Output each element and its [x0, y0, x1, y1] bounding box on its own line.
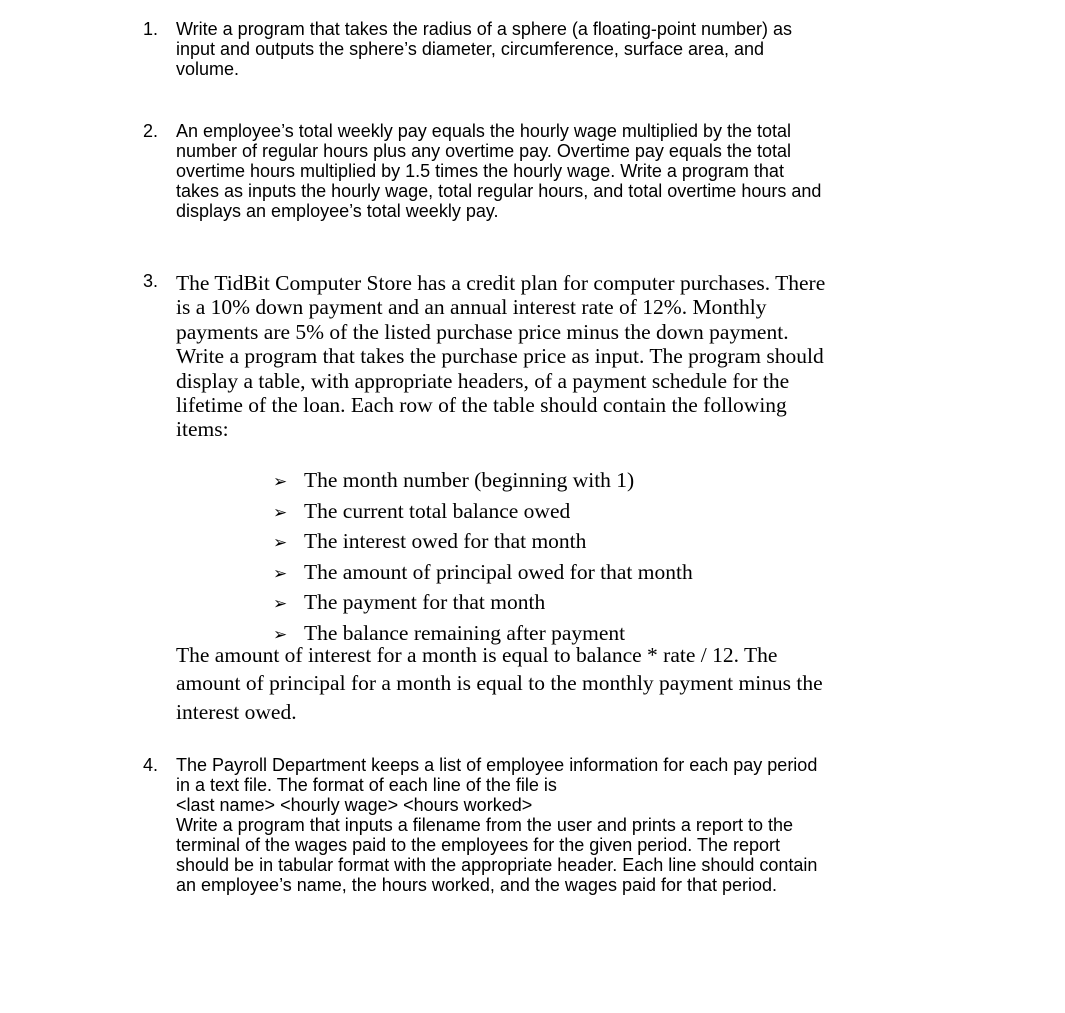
- problem-text: An employee’s total weekly pay equals the hourly wage multiplied by the total number of regular hours plus any overtime pay. Overtime pay equals the total overtime hours multiplied by 1.5 times the hourly wage. Write a program that takes as inputs the hourly wage, total regular hours, and total overtime hours and displays an employee’s total weekly pay.: [176, 121, 822, 221]
- problem-followup-text: The amount of interest for a month is equal to balance * rate / 12. The amount of principal for a month is equal to the monthly payment minus the interest owed.: [176, 643, 823, 724]
- arrow-bullet-icon: ➢: [273, 472, 288, 492]
- list-item: [273, 558, 693, 589]
- list-item: [273, 588, 693, 619]
- problem-number: 4.: [143, 755, 159, 775]
- arrow-bullet-icon: ➢: [273, 533, 288, 554]
- list-item: [273, 466, 693, 497]
- arrow-bullet-icon: ➢: [273, 563, 288, 584]
- list-item-text: The current total balance owed: [304, 498, 571, 523]
- bullet-list: [273, 466, 693, 650]
- list-item-text: The amount of principal owed for that month: [304, 559, 693, 584]
- list-item-text: The payment for that month: [304, 590, 546, 615]
- list-item: [273, 497, 693, 528]
- problem-text: The TidBit Computer Store has a credit plan for computer purchases. There is a 10% down payment and an annual interest rate of 12%. Monthly payments are 5% of the listed purchase price minus the down payment. Write a program that takes the purchase price as input. The program should display a table, with appropriate headers, of a payment schedule for the lifetime of the loan. Each row of the table should contain the following items:: [176, 271, 826, 442]
- list-item-text: The balance remaining after payment: [304, 620, 626, 645]
- list-item: [273, 527, 693, 558]
- list-item-text: The interest owed for that month: [304, 529, 587, 554]
- arrow-bullet-icon: ➢: [273, 502, 288, 523]
- problem-text: The Payroll Department keeps a list of employee information for each pay period in a text file. The format of each line of the file is <last name> <hourly wage> <hours worked> Write a program that inputs a filename from the user and prints a report to the terminal of the wages paid to the employees for the given period. The report should be in tabular format with the appropriate header. Each line should contain an employee’s name, the hours worked, and the wages paid for that period.: [176, 755, 818, 895]
- problem-number: 2.: [143, 121, 159, 141]
- problem-number: 3.: [143, 271, 159, 291]
- list-item-text: The month number (beginning with 1): [304, 468, 635, 492]
- problem-text: Write a program that takes the radius of a sphere (a floating-point number) as input and outputs the sphere’s diameter, circumference, surface area, and volume.: [176, 19, 792, 79]
- arrow-bullet-icon: ➢: [273, 624, 288, 645]
- arrow-bullet-icon: ➢: [273, 594, 288, 615]
- problem-3: [143, 271, 943, 731]
- problem-number: 1.: [143, 19, 159, 39]
